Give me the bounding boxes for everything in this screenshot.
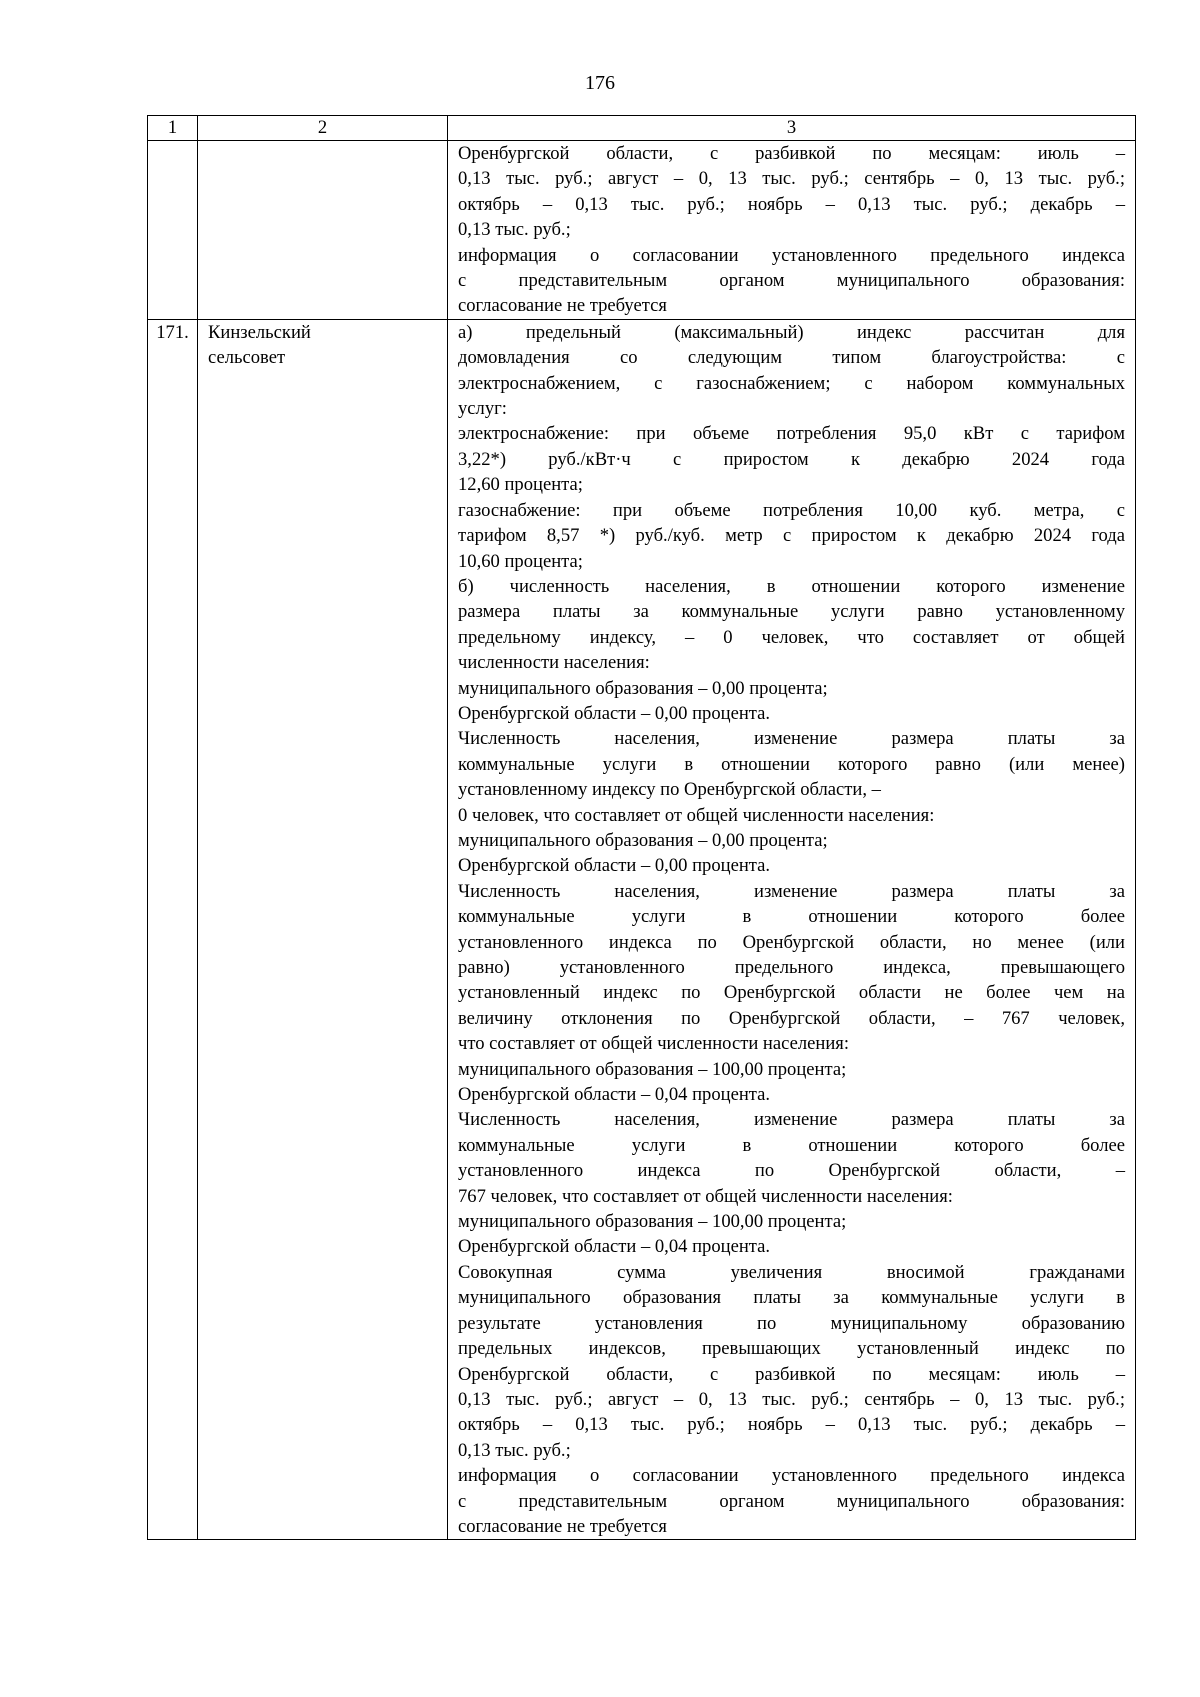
table-header-row [148, 116, 1136, 141]
text-line: 12,60 процента; [458, 474, 583, 496]
text-line: результате установления по муниципальному образованию [458, 1312, 1125, 1334]
text-line: Совокупная сумма увеличения вносимой гражданами [458, 1261, 1125, 1283]
text-line: электроснабжение: при объеме потребления 95,0 кВт с тарифом [458, 423, 1125, 445]
text-line: Оренбургской области – 0,00 процента. [458, 855, 771, 877]
table-row [148, 319, 1136, 1540]
text-line: 3,22*) руб./кВт·ч с приростом к декабрю 2024 года [458, 448, 1125, 470]
text-line: согласование не требуется [458, 295, 667, 317]
text-line: муниципального образования – 100,00 процента; [458, 1058, 847, 1080]
text-line: муниципального образования – 0,00 процента; [458, 677, 828, 699]
text-line: октябрь – 0,13 тыс. руб.; ноябрь – 0,13 тыс. руб.; декабрь – [458, 1414, 1125, 1436]
text-line: Оренбургской области, с разбивкой по месяцам: июль – [458, 1363, 1125, 1385]
table-row [148, 141, 1136, 320]
text-line: 0,13 тыс. руб.; август – 0, 13 тыс. руб.; сентябрь – 0, 13 тыс. руб.; [458, 168, 1125, 190]
text-line: 10,60 процента; [458, 550, 583, 572]
row-name-cell [198, 141, 448, 320]
text-line: Оренбургской области – 0,04 процента. [458, 1084, 771, 1106]
text-line: б) численность населения, в отношении которого изменение [458, 575, 1125, 597]
text-line: что составляет от общей численности населения: [458, 1033, 850, 1055]
text-line: услуг: [458, 398, 507, 420]
text-line: коммунальные услуги в отношении которого равно (или менее) [458, 753, 1125, 775]
document-table [147, 115, 1136, 1540]
text-line: численности населения: [458, 652, 650, 674]
text-line: Численность населения, изменение размера платы за [458, 1109, 1125, 1131]
text-line: предельных индексов, превышающих установленный индекс по [458, 1338, 1125, 1360]
text-line: Численность населения, изменение размера платы за [458, 880, 1125, 902]
text-line: согласование не требуется [458, 1515, 667, 1537]
text-line: коммунальные услуги в отношении которого более [458, 906, 1125, 928]
municipality-name-line: сельсовет [208, 347, 286, 369]
text-line: равно) установленного предельного индекса, превышающего [458, 957, 1125, 978]
text-line: информация о согласовании установленного предельного индекса [458, 1465, 1125, 1487]
text-line: коммунальные услуги в отношении которого более [458, 1134, 1125, 1156]
text-line: Численность населения, изменение размера платы за [458, 728, 1125, 750]
page-number: 176 [585, 72, 615, 94]
text-line: Оренбургской области – 0,00 процента. [458, 702, 771, 724]
municipality-name-line: Кинзельский [208, 321, 311, 343]
text-line: домовладения со следующим типом благоустройства: с [458, 347, 1125, 369]
text-line: с представительным органом муниципального образования: [458, 270, 1125, 292]
row-text-cell [448, 141, 1136, 320]
text-line: 0,13 тыс. руб.; [458, 1439, 571, 1461]
text-line: 0 человек, что составляет от общей численности населения: [458, 804, 935, 826]
text-line: электроснабжением, с газоснабжением; с набором коммунальных [458, 372, 1125, 394]
row-number-cell [148, 141, 198, 320]
text-line: предельному индексу, – 0 человек, что составляет от общей [458, 626, 1125, 648]
text-line: муниципального образования – 100,00 процента; [458, 1211, 847, 1233]
text-line: информация о согласовании установленного предельного индекса [458, 244, 1125, 266]
text-line: с представительным органом муниципального образования: [458, 1490, 1125, 1512]
text-line: 0,13 тыс. руб.; август – 0, 13 тыс. руб.; сентябрь – 0, 13 тыс. руб.; [458, 1388, 1125, 1410]
text-line: установленного индекса по Оренбургской области, но менее (или [458, 931, 1125, 953]
row-number-cell: 171. [148, 319, 198, 1540]
text-line: величину отклонения по Оренбургской области, – 767 человек, [458, 1007, 1125, 1029]
text-line: установленному индексу по Оренбургской области, – [458, 779, 881, 801]
header-cell-2: 2 [198, 116, 448, 141]
text-line: 0,13 тыс. руб.; [458, 219, 571, 241]
text-line: размера платы за коммунальные услуги равно установленному [458, 601, 1125, 623]
text-line: установленного индекса по Оренбургской области, – [458, 1160, 1125, 1182]
row-text-cell [448, 319, 1136, 1540]
text-line: Оренбургской области – 0,04 процента. [458, 1236, 771, 1258]
text-line: а) предельный (максимальный) индекс рассчитан для [458, 321, 1125, 343]
header-cell-1: 1 [148, 116, 198, 141]
text-line: тарифом 8,57 *) руб./куб. метр с приростом к декабрю 2024 года [458, 525, 1125, 547]
header-cell-3: 3 [448, 116, 1136, 141]
text-line: октябрь – 0,13 тыс. руб.; ноябрь – 0,13 тыс. руб.; декабрь – [458, 193, 1125, 215]
text-line: газоснабжение: при объеме потребления 10,00 куб. метра, с [458, 499, 1125, 521]
text-line: установленный индекс по Оренбургской области не более чем на [458, 982, 1125, 1004]
text-line: муниципального образования – 0,00 процента; [458, 829, 828, 851]
row-name-cell [198, 319, 448, 1540]
text-line: 767 человек, что составляет от общей численности населения: [458, 1185, 953, 1207]
text-line: муниципального образования платы за коммунальные услуги в [458, 1287, 1125, 1309]
text-line: Оренбургской области, с разбивкой по месяцам: июль – [458, 143, 1125, 164]
